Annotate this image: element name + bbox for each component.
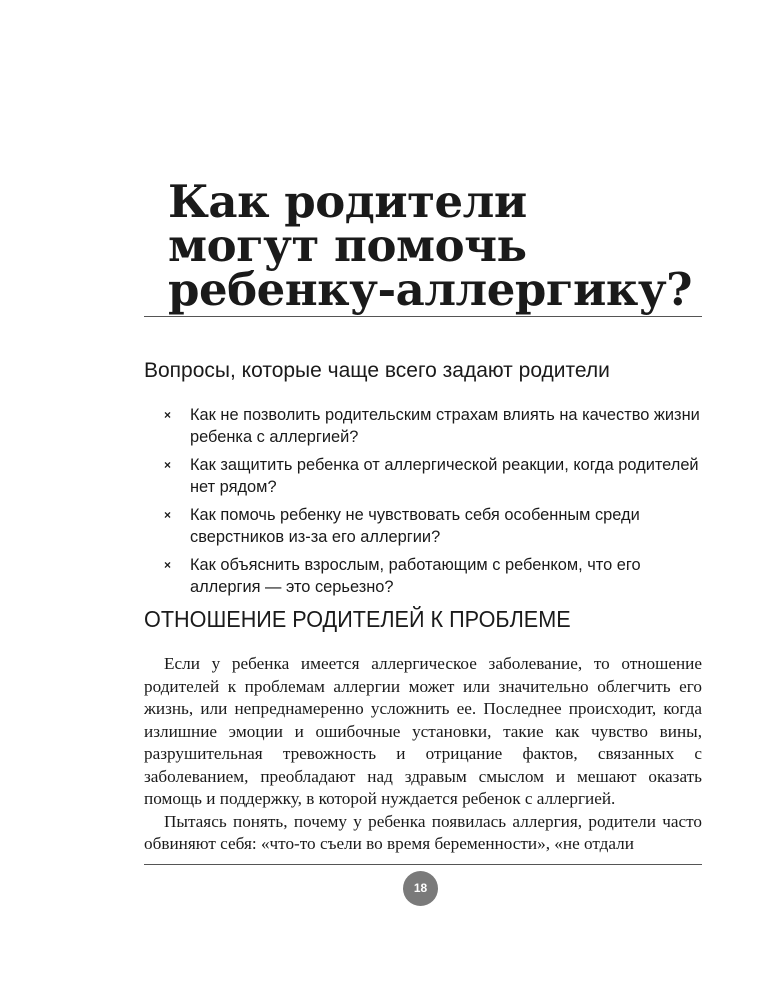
question-text: Как не позволить родительским страхам влиять на качество жизни ребенка с аллергией? [190, 406, 700, 446]
footer-divider [144, 864, 702, 865]
body-paragraph-2: Пытаясь понять, почему у ребенка появилась аллергия, родители часто обвиняют себя: «что-то съели во время беременности», «не отдали [144, 811, 702, 853]
cross-bullet-icon: × [164, 508, 172, 522]
chapter-title-line-3: ребенку-аллергику? [168, 263, 692, 316]
questions-heading: Вопросы, которые чаще всего задают родители [144, 359, 610, 382]
body-text [144, 653, 702, 856]
chapter-title [168, 175, 728, 316]
question-item [164, 554, 704, 598]
question-item [164, 454, 704, 498]
question-list [164, 404, 704, 604]
section-heading: ОТНОШЕНИЕ РОДИТЕЛЕЙ К ПРОБЛЕМЕ [144, 606, 571, 632]
question-text: Как объяснить взрослым, работающим с ребенком, что его аллергия — это серьезно? [190, 556, 641, 596]
cross-bullet-icon: × [164, 408, 172, 422]
title-divider [144, 316, 702, 317]
cross-bullet-icon: × [164, 458, 172, 472]
question-text: Как защитить ребенка от аллергической реакции, когда родителей нет рядом? [190, 456, 699, 496]
cross-bullet-icon: × [164, 558, 172, 572]
body-paragraph-1: Если у ребенка имеется аллергическое заболевание, то отношение родителей к проблемам аллергии может или значительно облегчить его жизнь, или непреднамеренно усложнить ее. Последнее происходит, когда излишние эмоции и ошибочные установки, такие как чувство вины, разрушительная тревожность и отрицание фактов, связанных с заболеванием, преобладают над здравым смыслом и мешают оказать помощь и поддержку, в которой нуждается ребенок с аллергией. [144, 654, 702, 808]
chapter-title-line-2: могут помочь [168, 219, 527, 272]
question-item [164, 504, 704, 548]
question-item [164, 404, 704, 448]
chapter-title-line-1: Как родители [168, 175, 527, 228]
question-text: Как помочь ребенку не чувствовать себя особенным среди сверстников из-за его аллергии? [190, 506, 640, 546]
page-number-badge: 18 [403, 871, 438, 906]
